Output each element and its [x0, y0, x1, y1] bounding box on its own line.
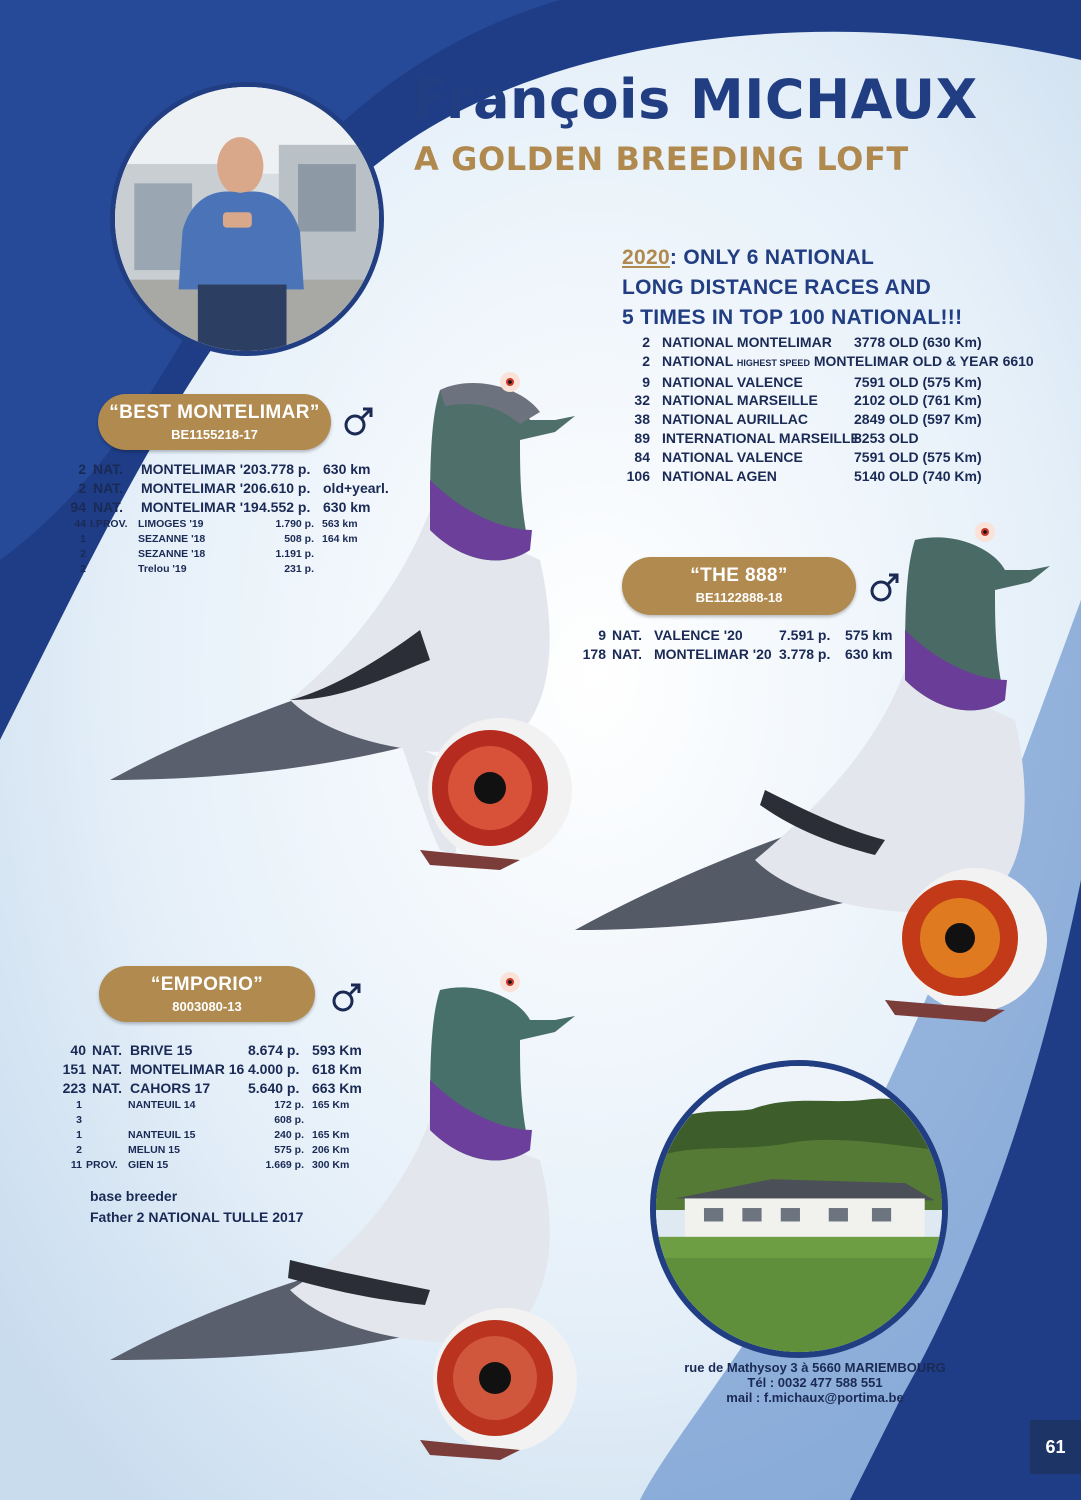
participants: 508 p.	[284, 533, 314, 545]
breeder-portrait-image	[115, 87, 379, 351]
pigeon-ring-number: 8003080-13	[172, 999, 242, 1014]
result-row	[600, 429, 1034, 448]
distance: 618 Km	[312, 1061, 362, 1077]
pigeon-result-row	[52, 1060, 362, 1079]
male-symbol-icon	[868, 572, 900, 604]
male-symbol-icon	[342, 406, 374, 438]
participants: 231 p.	[284, 563, 314, 575]
level: NAT.	[92, 1042, 123, 1058]
headline-block	[622, 243, 962, 333]
distance: 630 km	[845, 646, 893, 662]
result-info: 2849 OLD (597 Km)	[854, 411, 982, 428]
level	[90, 532, 138, 547]
participants: 1.790 p.	[275, 518, 314, 530]
rank: 223	[62, 1080, 86, 1096]
rank: 11	[70, 1159, 82, 1171]
participants: 240 p.	[274, 1129, 304, 1141]
rank: 2	[80, 563, 86, 575]
level: PROV.	[86, 1159, 118, 1171]
race	[128, 1113, 238, 1128]
result-race: NATIONAL VALENCE	[662, 448, 803, 465]
pigeon-result-row-small	[52, 1098, 362, 1113]
participants: 3.778 p.	[259, 461, 311, 477]
rank: 40	[70, 1042, 86, 1058]
emporio-note-line-2: Father 2 NATIONAL TULLE 2017	[90, 1209, 304, 1225]
distance: 165 Km	[312, 1099, 350, 1111]
distance: 164 km	[322, 533, 358, 545]
race: SEZANNE '18	[138, 533, 206, 545]
level: NAT.	[612, 627, 643, 643]
rank: 44	[74, 518, 86, 530]
rank: 178	[582, 646, 606, 662]
pigeon-results-emporio	[52, 1041, 362, 1173]
result-info: 7591 OLD (575 Km)	[854, 373, 982, 390]
headline-line-2: LONG DISTANCE RACES AND	[622, 276, 932, 299]
race: MONTELIMAR '20	[141, 480, 259, 496]
pigeon-result-row-small	[60, 562, 389, 577]
pigeon-result-row	[52, 1079, 362, 1098]
participants: 608 p.	[274, 1114, 304, 1126]
distance: 165 Km	[312, 1129, 350, 1141]
race: NANTEUIL 14	[128, 1099, 196, 1111]
result-race: NATIONAL VALENCE	[662, 373, 803, 390]
result-race: NATIONAL MONTELIMAR	[662, 334, 832, 350]
pigeon-result-row-small	[52, 1143, 362, 1158]
race: GIEN 15	[128, 1159, 169, 1171]
pigeon-result-row	[572, 626, 892, 645]
result-info: 7591 OLD (575 Km)	[854, 448, 982, 465]
result-race: NATIONAL AURILLAC	[662, 411, 808, 428]
level: NAT.	[93, 461, 124, 477]
pigeon-result-row	[60, 479, 389, 498]
result-row	[600, 391, 1034, 410]
level	[90, 562, 138, 577]
pigeon-result-row-small	[52, 1128, 362, 1143]
loft-photo-image	[656, 1066, 942, 1352]
result-rank: 9	[642, 373, 650, 390]
distance: 563 km	[322, 518, 358, 530]
result-info: 2102 OLD (761 Km)	[854, 392, 982, 409]
result-race-small: HIGHEST SPEED	[736, 357, 810, 368]
participants: 575 p.	[274, 1144, 304, 1156]
race: MONTELIMAR '20	[141, 461, 259, 477]
emporio-note-line-1: base breeder	[90, 1188, 178, 1204]
distance: 630 km	[323, 461, 371, 477]
headline-line-1-rest: : ONLY 6 NATIONAL	[669, 246, 875, 269]
contact-phone: Tél : 0032 477 588 551	[747, 1375, 883, 1390]
loft-photo	[650, 1060, 948, 1358]
level: NAT.	[612, 646, 643, 662]
rank: 1	[76, 1099, 82, 1111]
result-rank: 89	[634, 429, 650, 446]
distance: 593 Km	[312, 1042, 362, 1058]
result-race-suffix: MONTELIMAR OLD & YEAR 6610	[809, 352, 1034, 369]
result-info: 8253 OLD	[854, 429, 919, 446]
headline-line-3: 5 TIMES IN TOP 100 NATIONAL!!!	[622, 306, 963, 329]
level: I.PROV.	[90, 518, 128, 530]
level	[86, 1098, 128, 1113]
rank: 1	[80, 533, 86, 545]
loft-results-list	[600, 333, 1034, 485]
pigeon-results-best-montelimar	[60, 460, 389, 577]
result-race	[662, 352, 1034, 373]
pigeon-result-row	[60, 460, 389, 479]
rank: 2	[78, 461, 86, 477]
participants: 7.591 p.	[779, 627, 831, 643]
rank: 94	[70, 499, 86, 515]
pigeon-result-row-small	[60, 547, 389, 562]
rank: 9	[598, 627, 606, 643]
level	[90, 547, 138, 562]
result-rank: 32	[634, 392, 650, 409]
participants: 6.610 p.	[259, 480, 311, 496]
result-race-prefix: NATIONAL	[662, 352, 737, 369]
result-row	[600, 333, 1034, 352]
emporio-note	[90, 1186, 303, 1228]
level: NAT.	[92, 1061, 123, 1077]
participants: 5.640 p.	[248, 1080, 300, 1096]
race: VALENCE '20	[654, 627, 743, 643]
distance: 663 Km	[312, 1080, 362, 1096]
result-info: 5140 OLD (740 Km)	[854, 467, 982, 484]
result-rank: 2	[642, 334, 650, 350]
level: NAT.	[92, 1080, 123, 1096]
pigeon-name-pill-best-montelimar	[98, 394, 331, 450]
result-race: NATIONAL AGEN	[662, 467, 777, 484]
headline-line-1	[622, 243, 962, 273]
participants: 3.778 p.	[779, 646, 831, 662]
result-rank: 106	[626, 467, 650, 484]
result-row	[600, 410, 1034, 429]
rank: 3	[76, 1114, 82, 1126]
level	[86, 1128, 128, 1143]
participants: 172 p.	[274, 1099, 304, 1111]
pigeon-result-row	[52, 1041, 362, 1060]
result-race: NATIONAL MARSEILLE	[662, 392, 818, 409]
participants: 4.552 p.	[259, 499, 311, 515]
rank: 2	[76, 1144, 82, 1156]
result-rank: 38	[634, 411, 650, 428]
race: Trelou '19	[138, 563, 187, 575]
race: MELUN 15	[128, 1144, 180, 1156]
pigeon-name-pill-the-888	[622, 557, 856, 615]
pigeon-ring-number: BE1122888-18	[695, 590, 783, 605]
distance: 630 km	[323, 499, 371, 515]
race: SEZANNE '18	[138, 548, 206, 560]
participants: 1.191 p.	[275, 548, 314, 560]
pigeon-result-row-small	[60, 532, 389, 547]
result-row	[600, 352, 1034, 373]
race: MONTELIMAR '20	[654, 646, 772, 662]
rank: 2	[80, 548, 86, 560]
pigeon-results-the-888	[572, 626, 892, 664]
contact-address: rue de Mathysoy 3 à 5660 MARIEMBOURG	[684, 1360, 946, 1375]
result-race: INTERNATIONAL MARSEILLE	[662, 429, 860, 446]
distance: 300 Km	[312, 1159, 350, 1171]
rank: 1	[76, 1129, 82, 1141]
page-title: François MICHAUX	[412, 68, 978, 131]
pigeon-name: “THE 888”	[690, 565, 788, 586]
rank: 151	[62, 1061, 86, 1077]
result-row	[600, 448, 1034, 467]
race: MONTELIMAR 16	[130, 1061, 245, 1077]
contact-block	[640, 1360, 990, 1405]
pigeon-result-row	[572, 645, 892, 664]
distance: 206 Km	[312, 1144, 350, 1156]
pigeon-result-row-small	[52, 1158, 362, 1173]
pigeon-result-row-small	[52, 1113, 362, 1128]
distance: old+yearl.	[323, 480, 389, 496]
result-row	[600, 373, 1034, 392]
breeder-portrait	[110, 82, 384, 356]
rank: 2	[78, 480, 86, 496]
page-subtitle: A GOLDEN BREEDING LOFT	[414, 140, 909, 178]
result-rank: 84	[634, 448, 650, 465]
result-row	[600, 467, 1034, 486]
pigeon-result-row-small	[60, 517, 389, 532]
level: NAT.	[93, 499, 124, 515]
level: NAT.	[93, 480, 124, 496]
race: LIMOGES '19	[138, 518, 204, 530]
pigeon-name: “EMPORIO”	[150, 974, 264, 995]
race: CAHORS 17	[130, 1080, 211, 1096]
pigeon-name-pill-emporio	[99, 966, 315, 1022]
pigeon-result-row	[60, 498, 389, 517]
headline-year: 2020	[622, 246, 670, 269]
page-number: 61	[1030, 1420, 1081, 1474]
pigeon-ring-number: BE1155218-17	[171, 427, 258, 442]
contact-mail: mail : f.michaux@portima.be	[726, 1390, 904, 1405]
distance: 575 km	[845, 627, 893, 643]
participants: 4.000 p.	[248, 1061, 300, 1077]
result-info: 3778 OLD (630 Km)	[854, 334, 982, 350]
race: MONTELIMAR '19	[141, 499, 259, 515]
male-symbol-icon	[330, 982, 362, 1014]
level	[86, 1113, 128, 1128]
result-rank: 2	[642, 352, 650, 369]
pigeon-name: “BEST MONTELIMAR”	[109, 402, 320, 423]
participants: 1.669 p.	[265, 1159, 304, 1171]
participants: 8.674 p.	[248, 1042, 300, 1058]
race: NANTEUIL 15	[128, 1129, 196, 1141]
level	[86, 1143, 128, 1158]
race: BRIVE 15	[130, 1042, 193, 1058]
